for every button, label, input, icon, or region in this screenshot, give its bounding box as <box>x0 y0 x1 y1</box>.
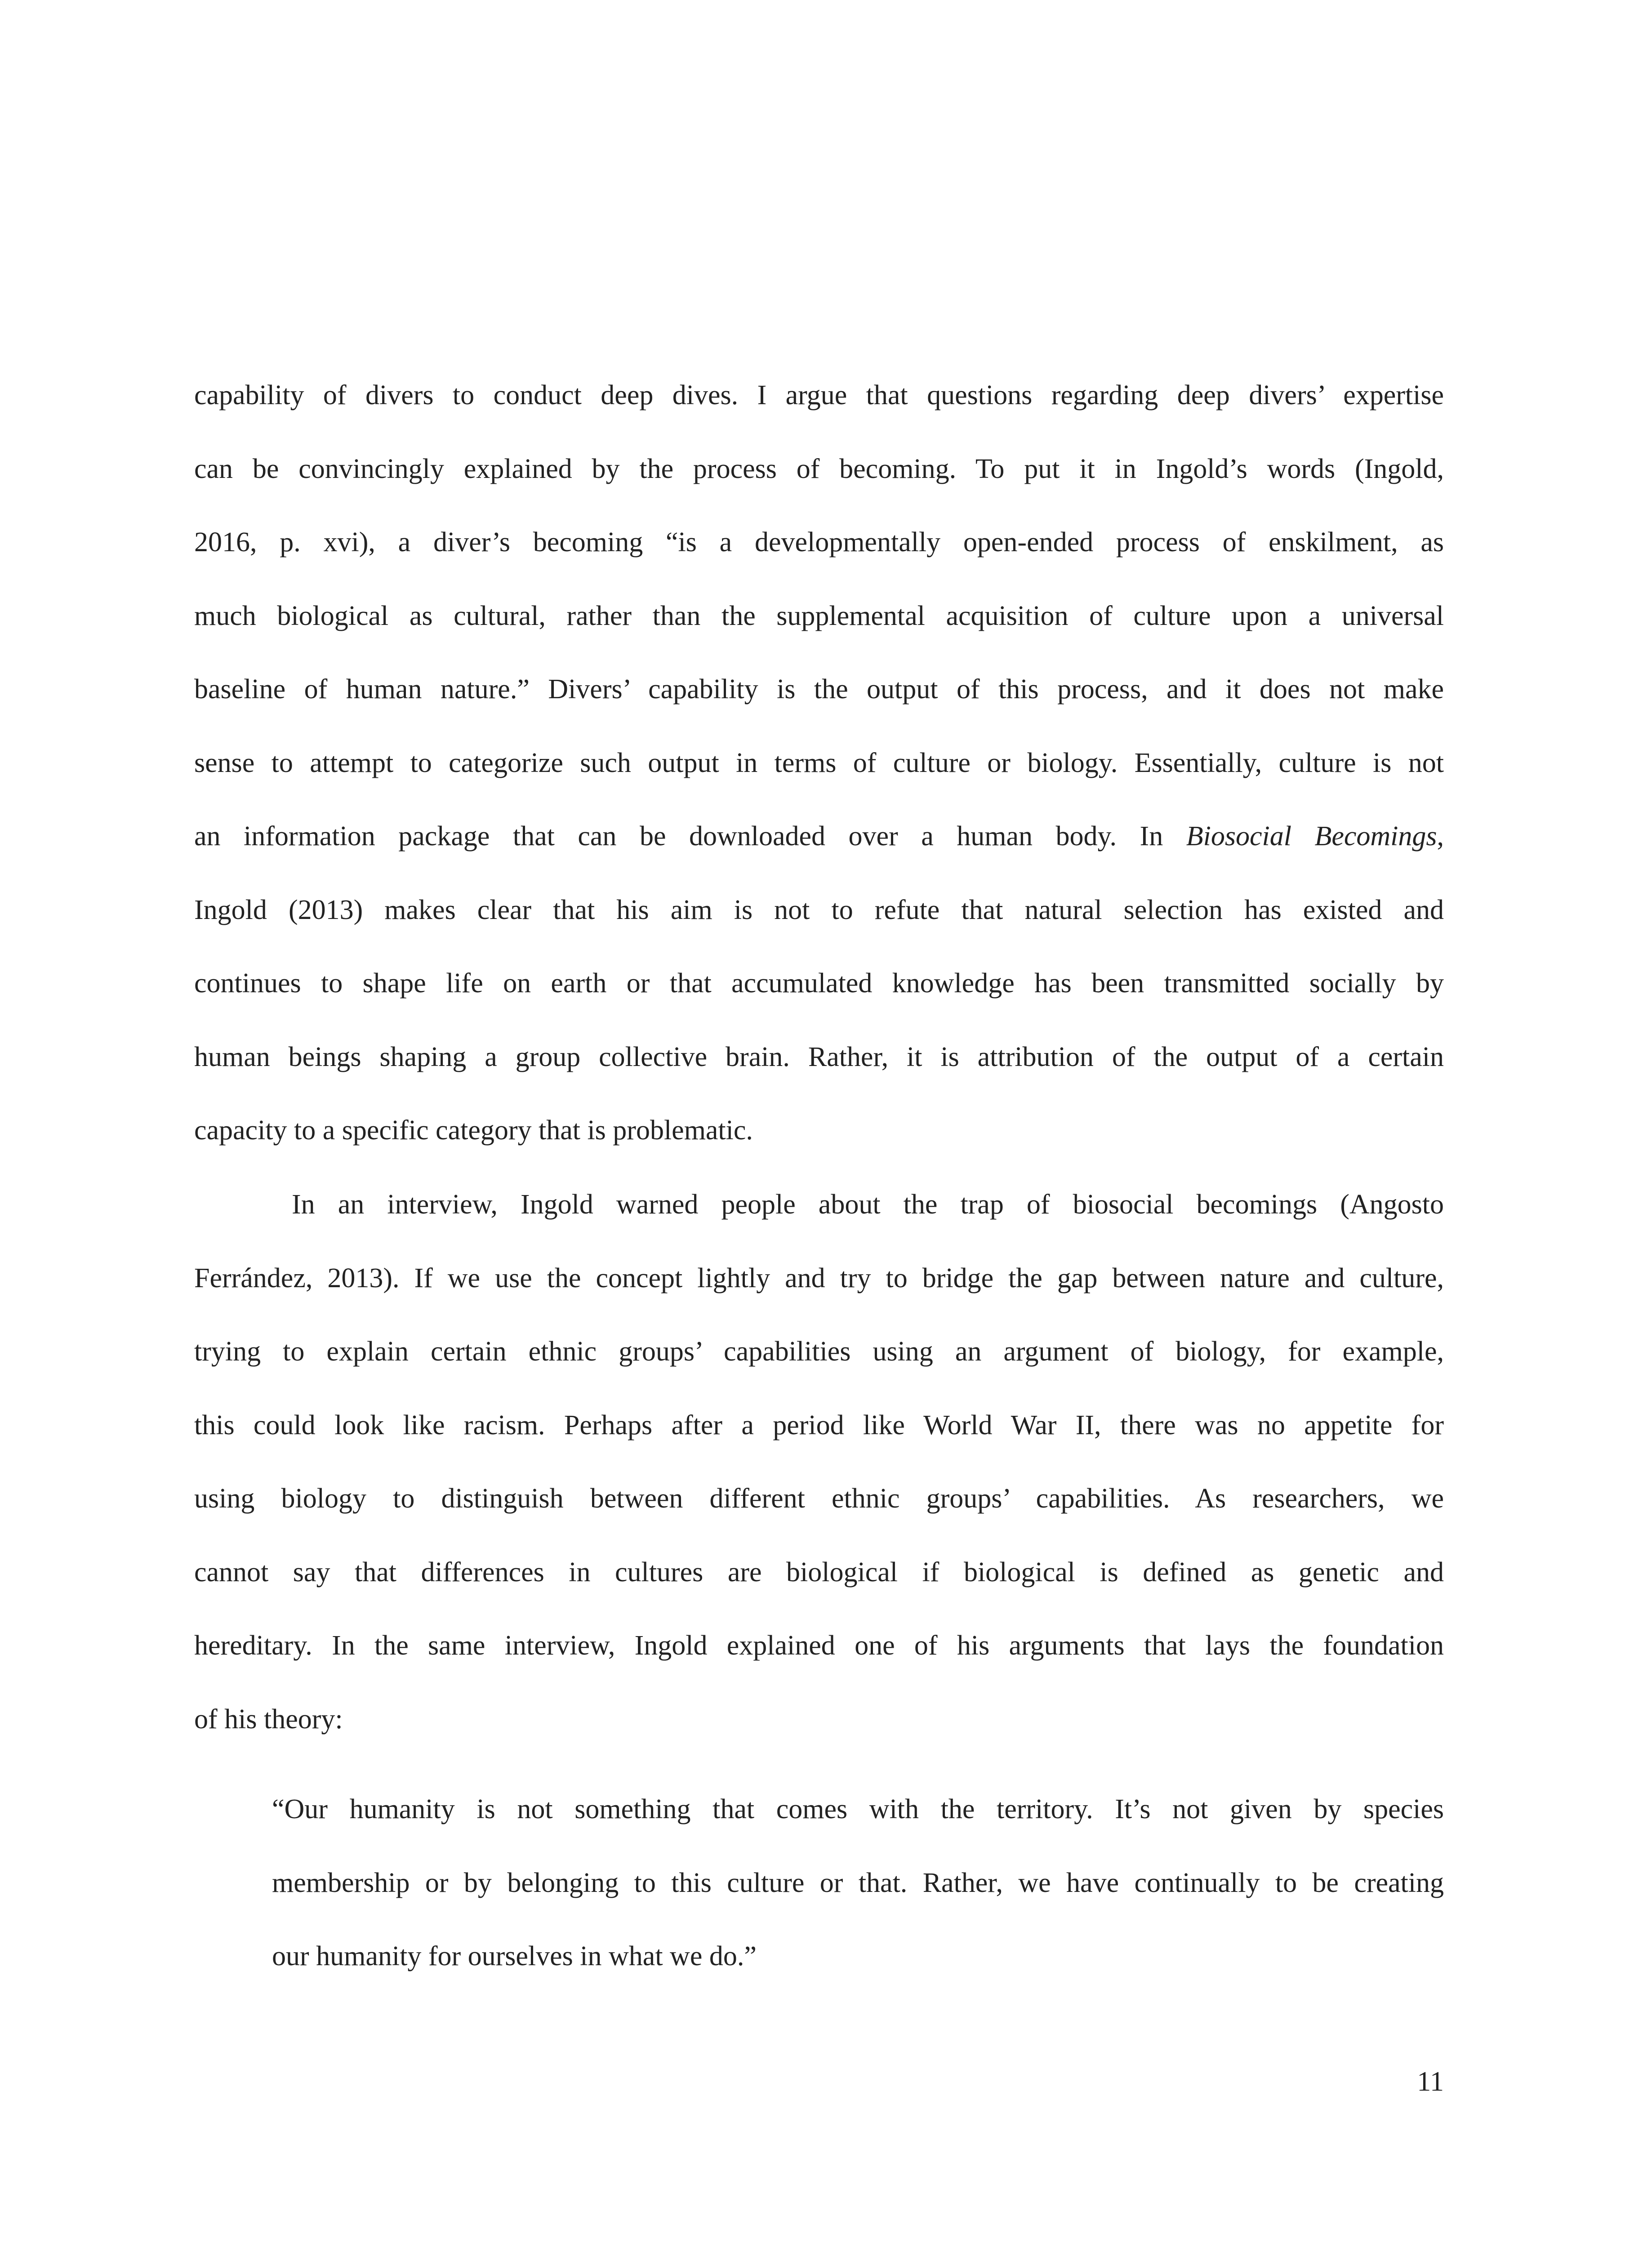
text-line: this could look like racism. Perhaps after a period like World War II, there was no appetite for <box>194 1409 1444 1441</box>
text-line: In an interview, Ingold warned people about the trap of biosocial becomings (Angosto <box>292 1189 1444 1220</box>
block-quote <box>272 1773 1444 1994</box>
text-line: capacity to a specific category that is problematic. <box>194 1115 753 1146</box>
text-line: using biology to distinguish between different ethnic groups’ capabilities. As researchers, we <box>194 1483 1444 1514</box>
body-paragraph-2 <box>194 1168 1444 1745</box>
body-paragraph-1 <box>194 359 1444 1146</box>
text-segment: , <box>1437 821 1444 852</box>
text-line: continues to shape life on earth or that accumulated knowledge has been transmitted socially by <box>194 968 1444 999</box>
text-line: Ingold (2013) makes clear that his aim is not to refute that natural selection has existed and <box>194 894 1444 925</box>
text-line: hereditary. In the same interview, Ingold explained one of his arguments that lays the foundation <box>194 1630 1444 1661</box>
text-line-with-title <box>194 800 1444 874</box>
text-line: of his theory: <box>194 1704 343 1735</box>
text-line: sense to attempt to categorize such output in terms of culture or biology. Essentially, culture is not <box>194 747 1444 778</box>
text-line: Ferrández, 2013). If we use the concept lightly and try to bridge the gap between nature and culture, <box>194 1262 1444 1293</box>
quote-line: membership or by belonging to this culture or that. Rather, we have continually to be creating <box>272 1867 1444 1898</box>
text-line: trying to explain certain ethnic groups’ capabilities using an argument of biology, for example, <box>194 1336 1444 1367</box>
quote-line: “Our humanity is not something that comes with the territory. It’s not given by species <box>272 1794 1444 1824</box>
page-number: 11 <box>1417 2066 1444 2097</box>
text-line: cannot say that differences in cultures are biological if biological is defined as genetic and <box>194 1557 1444 1588</box>
text-line: 2016, p. xvi), a diver’s becoming “is a developmentally open-ended process of enskilment, as <box>194 527 1444 558</box>
text-line: can be convincingly explained by the process of becoming. To put it in Ingold’s words (Ingold, <box>194 453 1444 484</box>
text-segment: an information package that can be downloaded over a human body. In <box>194 821 1186 852</box>
quote-line: our humanity for ourselves in what we do.” <box>272 1941 757 1971</box>
text-line: baseline of human nature.” Divers’ capability is the output of this process, and it does not make <box>194 674 1444 705</box>
text-line: much biological as cultural, rather than the supplemental acquisition of culture upon a universal <box>194 600 1444 631</box>
book-title: Biosocial Becomings <box>1186 821 1437 852</box>
text-line: capability of divers to conduct deep dives. I argue that questions regarding deep divers’ expertise <box>194 380 1444 410</box>
text-line: human beings shaping a group collective brain. Rather, it is attribution of the output of a certain <box>194 1041 1444 1072</box>
